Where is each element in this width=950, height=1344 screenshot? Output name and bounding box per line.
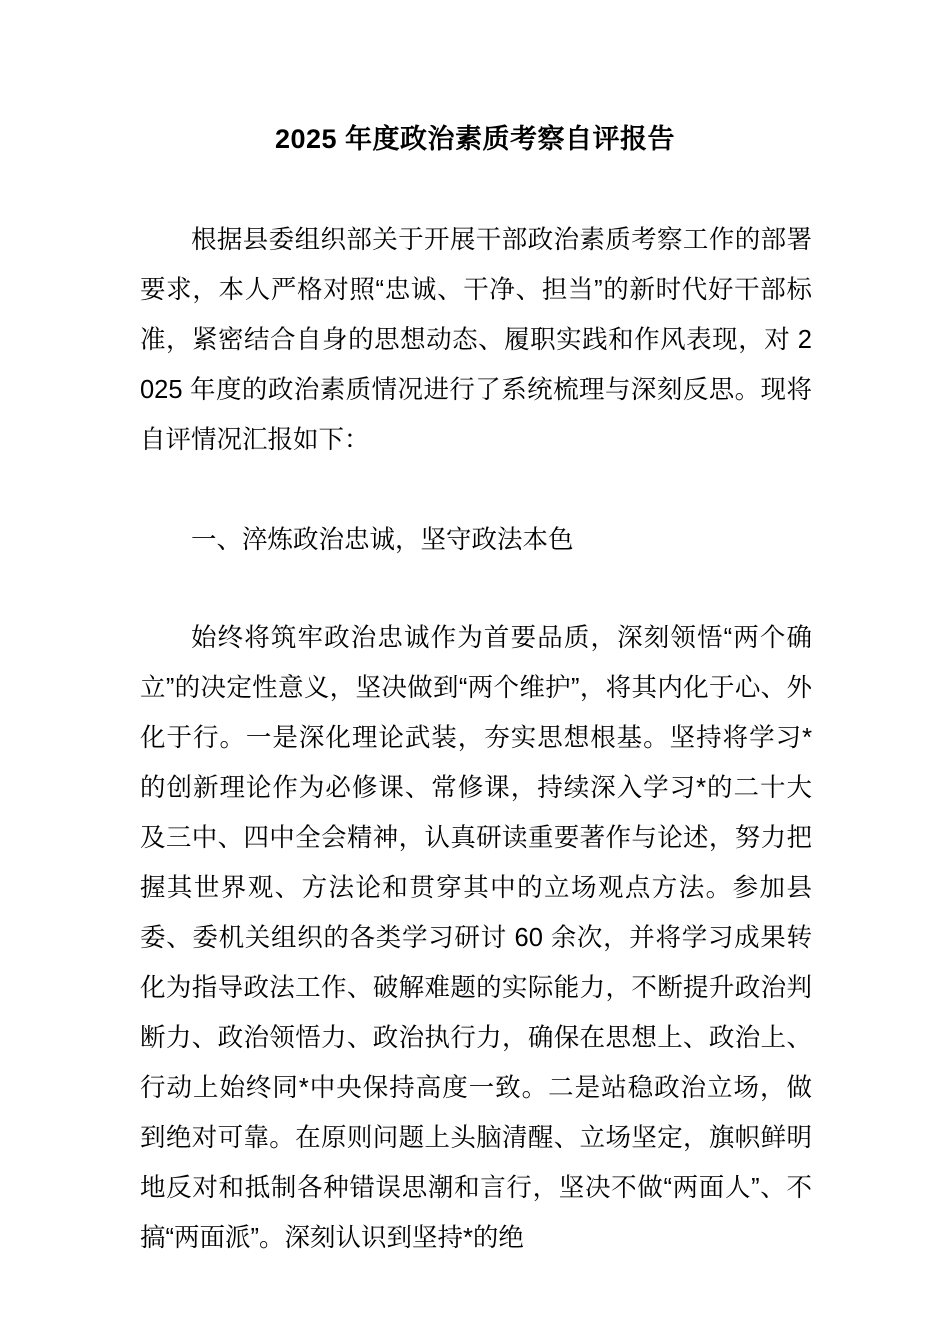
section-one-body: 始终将筑牢政治忠诚作为首要品质，深刻领悟“两个确立”的决定性意义，坚决做到“两个维护”，将其内化于心、外化于行。一是深化理论武装，夯实思想根基。坚持将学习*的创新理论作为必修课、常修课，持续深入学习*的二十大及三中、四中全会精神，认真研读重要著作与论述，努力把握其世界观、方法论和贯穿其中的立场观点方法。参加县委、委机关组织的各类学习研讨 60 余次，并将学习成果转化为指导政法工作、破解难题的实际能力，不断提升政治判断力、政治领悟力、政治执行力，确保在思想上、政治上、行动上始终同*中央保持高度一致。二是站稳政治立场，做到绝对可靠。在原则问题上头脑清醒、立场坚定，旗帜鲜明地反对和抵制各种错误思潮和言行，坚决不做“两面人”、不搞“两面派”。深刻认识到坚持*的绝	[140, 624, 812, 1252]
section-heading-one: 一、淬炼政治忠诚，坚守政法本色	[191, 526, 574, 554]
document-body	[140, 215, 812, 1263]
intro-paragraph: 根据县委组织部关于开展干部政治素质考察工作的部署要求，本人严格对照“忠诚、干净、担当”的新时代好干部标准，紧密结合自身的思想动态、履职实践和作风表现，对 2025 年度的政治素质情况进行了系统梳理与深刻反思。现将自评情况汇报如下：	[140, 226, 812, 454]
page-title: 2025 年度政治素质考察自评报告	[274, 124, 676, 154]
